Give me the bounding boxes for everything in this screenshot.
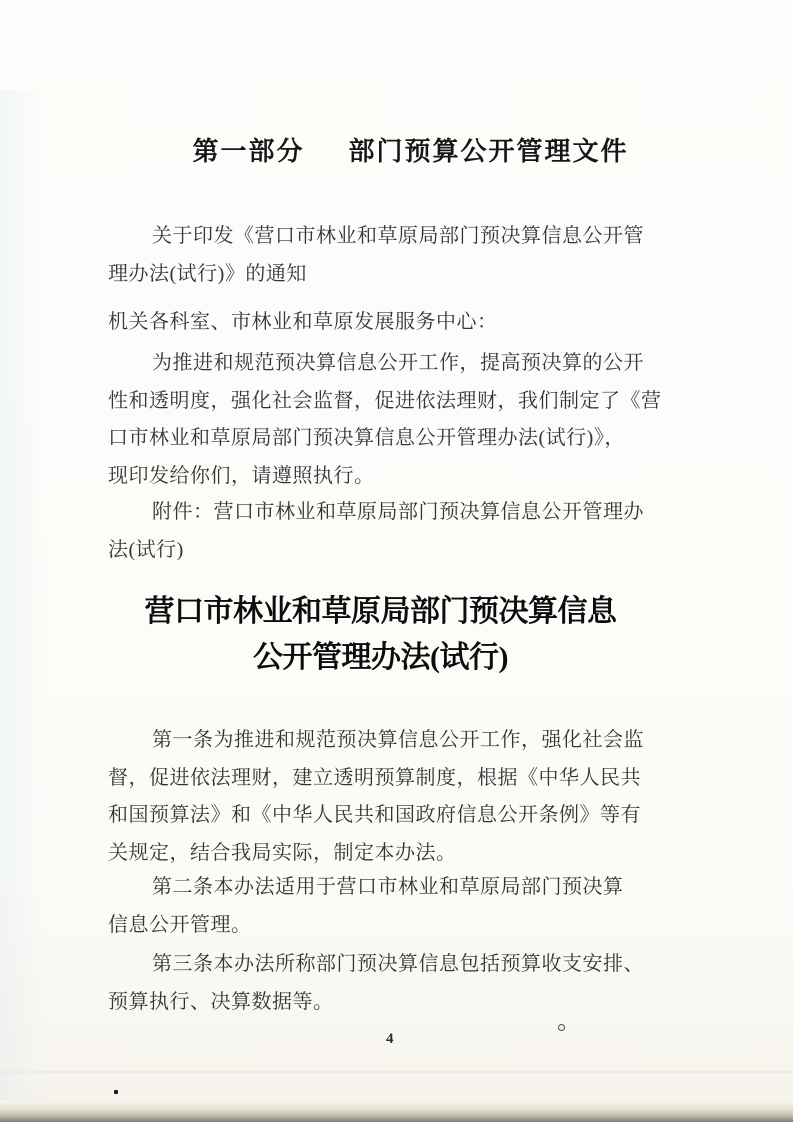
- part-heading-number: 第一部分: [192, 137, 305, 166]
- page-number: 4: [386, 1031, 394, 1047]
- article-3: [108, 946, 703, 1021]
- salutation-line: 机关各科室、市林业和草原发展服务中心：: [108, 311, 498, 333]
- article-line: 第二条本办法适用于营口市林业和草原局部门预决算: [152, 876, 624, 898]
- scan-edge-tint: [0, 90, 46, 1100]
- article-line: 关规定，结合我局实际，制定本办法。: [108, 841, 457, 864]
- part-heading: [14, 131, 793, 168]
- notice-title-line: 关于印发《营口市林业和草原局部门预决算信息公开管: [152, 225, 644, 247]
- document-title-line: 营口市林业和草原局部门预决算信息: [144, 595, 617, 628]
- paragraph-line: 现印发给你们，请遵照执行。: [108, 464, 375, 487]
- article-line: 第三条本办法所称部门预决算信息包括预算收支安排、: [152, 953, 644, 975]
- article-line: 第一条为推进和规范预决算信息公开工作，强化社会监: [152, 729, 644, 751]
- document-title: [0, 589, 777, 681]
- article-line: 信息公开管理。: [108, 913, 252, 936]
- article-line: 督，促进依法理财，建立透明预算制度，根据《中华人民共: [108, 766, 641, 789]
- attachment-note: [108, 494, 703, 569]
- attachment-line: 法(试行): [108, 538, 184, 561]
- article-line: 和国预算法》和《中华人民共和国政府信息公开条例》等有: [108, 804, 641, 826]
- paragraph-line: 性和透明度，强化社会监督，促进依法理财，我们制定了《营: [108, 389, 662, 412]
- article-line: 预算执行、决算数据等。: [108, 990, 334, 1013]
- paragraph-line: 口市林业和草原局部门预决算信息公开管理办法(试行)》，: [108, 427, 625, 449]
- notice-title-line: 理办法(试行)》的通知: [108, 262, 307, 285]
- article-2: [108, 869, 703, 944]
- salutation: [108, 304, 703, 342]
- paragraph-line: 为推进和规范预决算信息公开工作，提高预决算的公开: [152, 352, 644, 374]
- attachment-line: 附件：营口市林业和草原局部门预决算信息公开管理办: [152, 501, 644, 523]
- scan-bottom-edge: [0, 1102, 793, 1122]
- scan-speck-circle: [558, 1024, 565, 1031]
- scan-speck-dot: [114, 1090, 118, 1094]
- article-1: [108, 722, 703, 872]
- notice-body-paragraph: [108, 345, 703, 495]
- part-heading-title: 部门预算公开管理文件: [348, 137, 629, 166]
- document-title-line: 公开管理办法(试行): [253, 641, 508, 674]
- notice-title: [108, 218, 703, 293]
- scan-artifact-line: [0, 1071, 793, 1073]
